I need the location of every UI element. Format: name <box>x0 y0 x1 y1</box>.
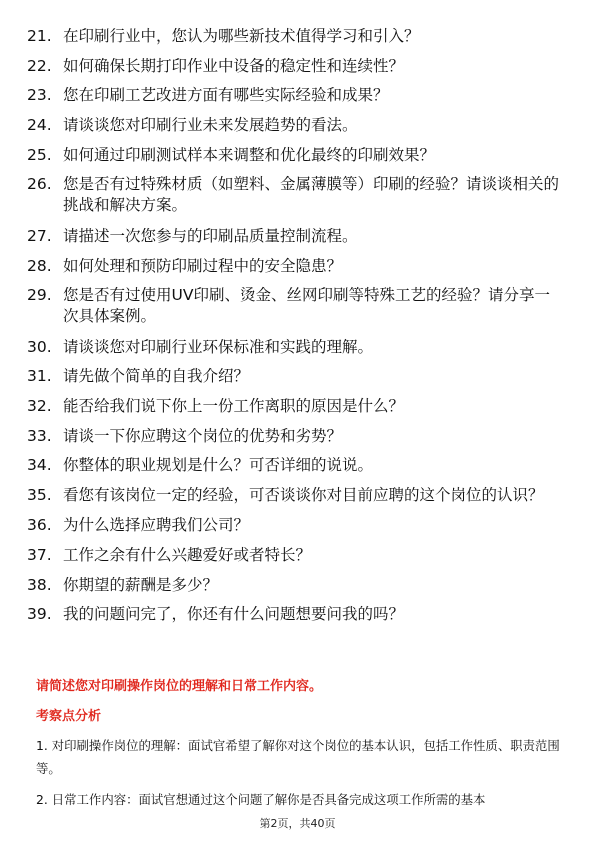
question-number: 25. <box>27 145 52 164</box>
question-text: 请描述一次您参与的印刷品质量控制流程。 <box>63 226 358 245</box>
question-item <box>0 515 595 536</box>
question-number: 22. <box>27 56 52 75</box>
question-item <box>0 575 595 596</box>
question-number: 32. <box>27 396 52 415</box>
question-item <box>0 145 595 166</box>
question-number: 24. <box>27 116 52 135</box>
question-text: 工作之余有什么兴趣爱好或者特长？ <box>63 546 312 565</box>
question-text: 请先做个简单的自我介绍？ <box>63 367 250 386</box>
question-item <box>0 396 595 417</box>
question-item <box>0 426 595 447</box>
question-number: 28. <box>27 256 52 275</box>
question-text: 如何处理和预防印刷过程中的安全隐患？ <box>63 256 343 275</box>
question-item <box>0 56 595 77</box>
question-text: 能否给我们说下你上一份工作离职的原因是什么？ <box>63 396 405 415</box>
question-number: 23. <box>27 86 52 105</box>
question-text: 如何通过印刷测试样本来调整和优化最终的印刷效果？ <box>63 145 436 164</box>
question-item <box>0 455 595 476</box>
question-text: 请谈一下你应聘这个岗位的优势和劣势？ <box>63 426 343 445</box>
question-number: 38. <box>27 575 52 594</box>
question-number: 34. <box>27 456 52 475</box>
question-list <box>0 26 595 634</box>
analysis-item: 1. 对印刷操作岗位的理解：面试官希望了解你对这个岗位的基本认识，包括工作性质、职责范围等。 <box>36 738 560 776</box>
question-number: 31. <box>27 367 52 386</box>
page-footer: 第2页，共40页 <box>259 817 336 830</box>
question-item <box>0 337 595 358</box>
question-item <box>0 604 595 625</box>
analysis-list <box>36 734 561 819</box>
question-text: 请谈谈您对印刷行业环保标准和实践的理解。 <box>63 337 374 356</box>
question-item <box>0 115 595 136</box>
question-number: 29. <box>27 286 52 305</box>
question-number: 27. <box>27 226 52 245</box>
question-text: 您是否有过使用UV印刷、烫金、丝网印刷等特殊工艺的经验？请分享一次具体案例。 <box>63 286 550 326</box>
analysis-heading: 考察点分析 <box>36 709 102 724</box>
question-item <box>0 174 595 216</box>
question-number: 33. <box>27 426 52 445</box>
question-text: 您是否有过特殊材质（如塑料、金属薄膜等）印刷的经验？请谈谈相关的挑战和解决方案。 <box>63 175 560 215</box>
question-item <box>0 545 595 566</box>
question-item <box>0 256 595 277</box>
question-number: 36. <box>27 516 52 535</box>
question-number: 26. <box>27 175 52 194</box>
question-text: 为什么选择应聘我们公司？ <box>63 516 250 535</box>
question-text: 你整体的职业规划是什么？可否详细的说说。 <box>63 456 374 475</box>
question-text: 你期望的薪酬是多少？ <box>63 575 219 594</box>
question-item <box>0 26 595 47</box>
question-number: 37. <box>27 546 52 565</box>
question-item <box>0 485 595 506</box>
question-item <box>0 85 595 106</box>
question-number: 35. <box>27 486 52 505</box>
question-text: 看您有该岗位一定的经验，可否谈谈你对目前应聘的这个岗位的认识？ <box>63 486 544 505</box>
question-item <box>0 285 595 327</box>
question-item <box>0 366 595 387</box>
question-text: 我的问题问完了，你还有什么问题想要问我的吗？ <box>63 605 405 624</box>
question-text: 如何确保长期打印作业中设备的稳定性和连续性？ <box>63 56 405 75</box>
section-heading: 请简述您对印刷操作岗位的理解和日常工作内容。 <box>36 679 323 694</box>
question-text: 在印刷行业中，您认为哪些新技术值得学习和引入？ <box>63 27 420 45</box>
question-number: 30. <box>27 337 52 356</box>
question-number: 21. <box>27 27 52 45</box>
analysis-item: 2. 日常工作内容：面试官想通过这个问题了解你是否具备完成这项工作所需的基本 <box>36 792 486 807</box>
question-text: 请谈谈您对印刷行业未来发展趋势的看法。 <box>63 116 358 135</box>
question-text: 您在印刷工艺改进方面有哪些实际经验和成果？ <box>63 86 389 105</box>
question-number: 39. <box>27 605 52 624</box>
question-item <box>0 226 595 247</box>
